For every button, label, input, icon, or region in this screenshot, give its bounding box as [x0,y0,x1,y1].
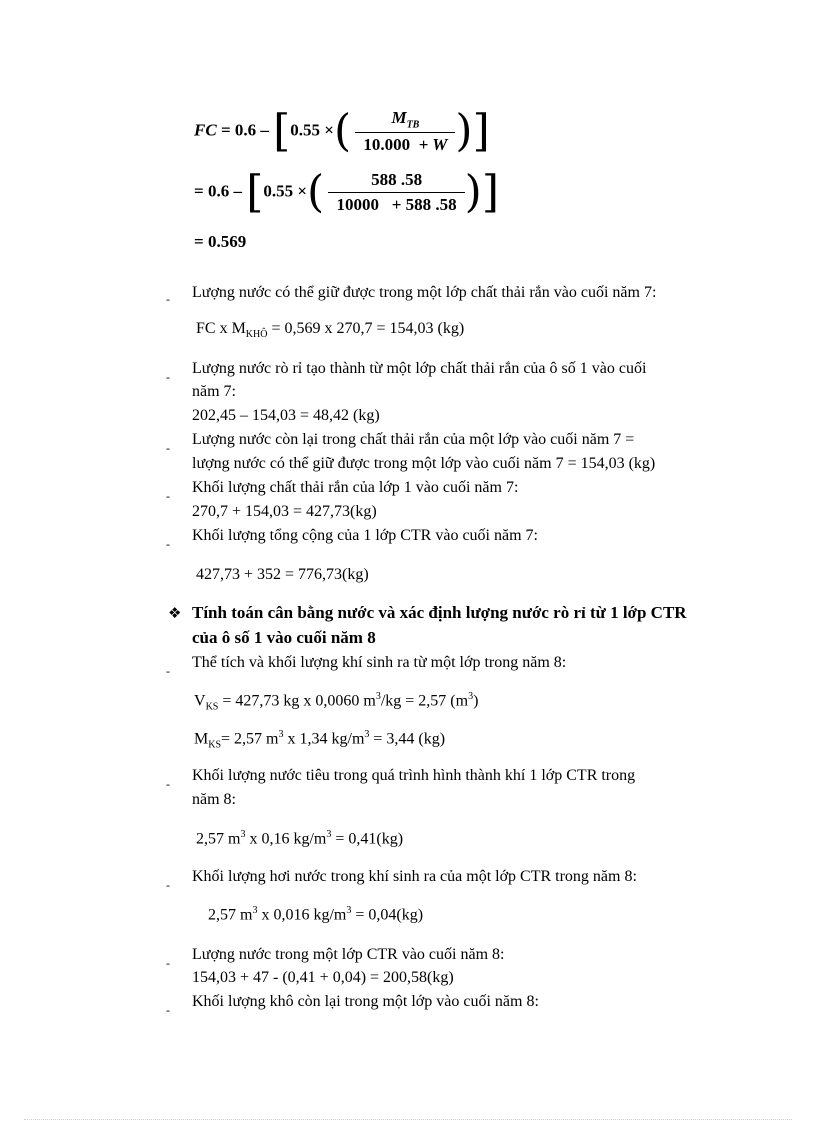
bullet-2-text: Lượng nước rò rỉ tạo thành từ một lớp chất thải rắn của ô số 1 vào cuối [192,360,647,377]
bracket-open-2: [ [246,166,264,218]
fraction-1 [355,108,455,155]
bullet-2-cont: năm 7: [192,383,236,400]
bullet-4-calc: 270,7 + 154,03 = 427,73(kg) [192,503,377,520]
bullet-marker: - [166,664,170,678]
bullet-marker: - [166,878,170,892]
fraction-1-denominator-b: + W [418,135,448,155]
paren-open: ( [333,105,352,157]
diamond-bullet-icon: ❖ [168,604,182,622]
fraction-2-denominator-a: 10000 [336,195,379,214]
bullet-10-text: Khối lượng khô còn lại trong một lớp vào cuối năm 8: [192,993,539,1010]
paren-open-2: ( [307,166,325,218]
page-bottom-rule [24,1119,792,1120]
bullet-3-text: Lượng nước còn lại trong chất thải rắn của một lớp vào cuối năm 7 = [192,431,635,448]
bullet-marker: - [166,441,170,455]
bullet-marker: - [166,1003,170,1017]
bracket-close: ] [472,105,490,157]
bullet-9-text: Lượng nước trong một lớp CTR vào cuối năm 8: [192,946,505,963]
fraction-2-denominator-b: + 588 .58 [391,195,457,214]
bullet-2-calc: 202,45 – 154,03 = 48,42 (kg) [192,407,380,424]
bullet-1-text: Lượng nước có thể giữ được trong một lớp chất thải rắn vào cuối năm 7: [192,284,657,301]
bullet-marker: - [166,956,170,970]
fraction-1-numerator: M [391,108,407,127]
bullet-7-text: Khối lượng nước tiêu trong quá trình hình thành khí 1 lớp CTR trong [192,767,636,784]
bullet-marker: - [166,292,170,306]
bracket-close-2: ] [481,166,499,218]
formula-equals-2: = [194,181,204,201]
bullet-marker: - [166,489,170,503]
fraction-2-numerator: 588 .58 [328,170,464,193]
bullet-3-cont: lượng nước có thể giữ được trong một lớp vào cuối năm 7 = 154,03 (kg) [192,455,656,472]
formula-result: 0.569 [207,232,247,251]
formula-line-2 [194,166,499,218]
bracket-open: [ [273,105,291,157]
formula-line-3 [194,232,246,252]
section-title-line-2: của ô số 1 vào cuối năm 8 [192,628,376,647]
bullet-9-calc: 154,03 + 47 - (0,41 + 0,04) = 200,58(kg) [192,969,454,986]
fraction-1-numerator-sub: TB [406,119,420,131]
mks-line: $M_{KS}= 2,57$ $m^3$ x 1,34 $kg/m^3 = 3,44$ (kg) [194,729,446,751]
formula-line-1 [194,105,490,157]
section-title-line-1: Tính toán cân bằng nước và xác định lượng nước rò rỉ từ 1 lớp CTR [192,603,687,622]
bullet-5-text: Khối lượng tổng cộng của 1 lớp CTR vào cuối năm 7: [192,527,538,544]
formula-const-2: 0.55 × [290,120,334,140]
bullet-7-calc: 2,57 $m^3$ x 0,16 $kg/m^3 = 0,41(kg)$ [196,829,404,848]
paren-close-2: ) [464,166,482,218]
bullet-8-text: Khối lượng hơi nước trong khí sinh ra của một lớp CTR trong năm 8: [192,868,637,885]
paren-close: ) [455,105,473,157]
fc-calc-line: FC x $M_{KHÔ} = 0,569$ x 270,7 = 154,03 (kg) [196,320,465,341]
bullet-marker: - [166,777,170,791]
bullet-marker: - [166,370,170,384]
formula-equals-3: = [194,232,204,251]
bullet-marker: - [166,537,170,551]
formula-const-1b: 0.6 – [207,181,242,201]
fraction-1-denominator-a: 10.000 [363,135,411,155]
bullet-5-calc: 427,73 + 352 = 776,73(kg) [196,566,369,583]
formula-const-2b: 0.55 × [263,181,308,201]
bullet-6-text: Thể tích và khối lượng khí sinh ra từ một lớp trong năm 8: [192,654,567,671]
formula-const-1: 0.6 – [234,120,269,140]
bullet-7-cont: năm 8: [192,791,236,808]
vks-line: $V_{KS} = 427,73$ kg x 0,0060 $m^3/kg = 2,57$ $(m^3)$ [194,691,479,713]
bullet-8-calc: 2,57 $m^3$ x 0,016 $kg/m^3 = 0,04(kg)$ [208,905,424,924]
fraction-2 [328,170,464,215]
formula-equals: = [220,120,231,140]
formula-lhs: FC [194,120,217,140]
bullet-4-text: Khối lượng chất thải rắn của lớp 1 vào cuối năm 7: [192,479,519,496]
